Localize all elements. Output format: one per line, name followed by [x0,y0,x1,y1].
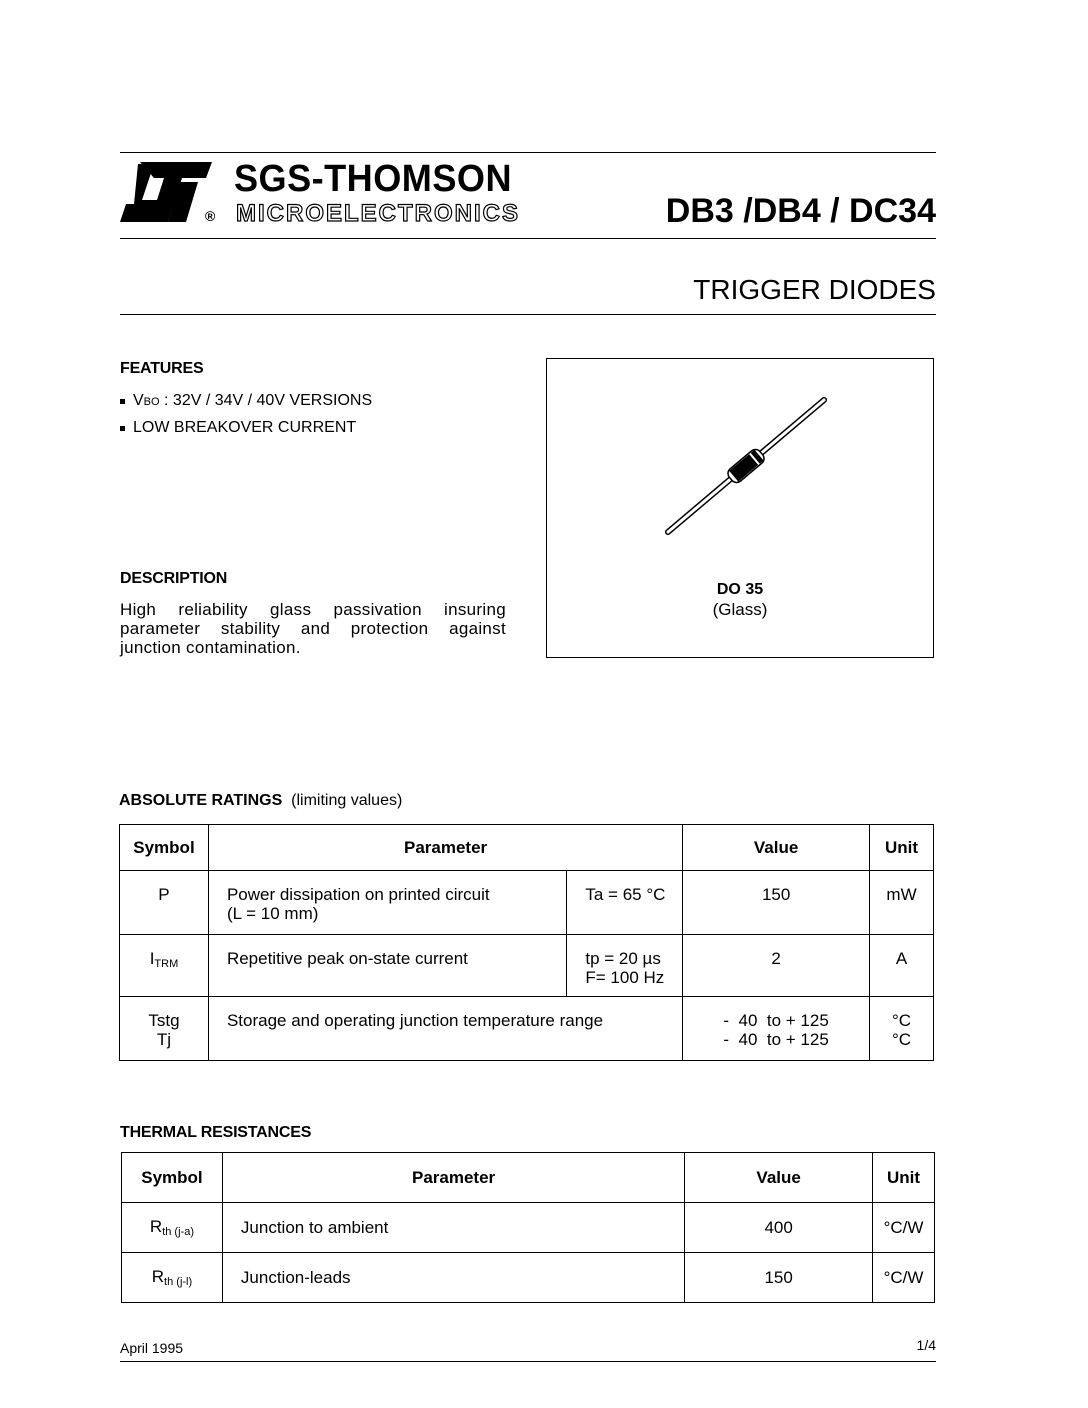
product-subtitle: TRIGGER DIODES [693,274,936,305]
value-cell: - 40 to + 125 - 40 to + 125 [683,997,870,1061]
parameter-cell: Power dissipation on printed circuit (L = 10 mm) [208,871,566,935]
thermal-resistances-table [121,1152,935,1303]
unit-cell: mW [870,871,934,935]
feature-item: V BO : 32V / 34V / 40V VERSIONS [120,388,372,415]
table-header-row [122,1153,935,1203]
footer-rule [120,1361,936,1362]
absolute-ratings-table [119,824,934,1061]
table-row [122,1253,935,1303]
col-header-parameter: Parameter [222,1153,684,1203]
unit-cell: °C/W [873,1203,935,1253]
brand-name: SGS-THOMSON [234,158,512,200]
symbol-cell: $I_{TRM}$ [120,935,209,997]
bullet-icon [120,426,125,431]
diode-package-icon [546,358,934,598]
part-numbers-title: DB3 /DB4 / DC34 [665,192,936,230]
symbol-cell: P [120,871,209,935]
table-row [120,871,934,935]
value-cell: 2 [683,935,870,997]
col-header-value: Value [685,1153,873,1203]
col-header-symbol: Symbol [120,825,209,871]
thermal-resistances-heading: THERMAL RESISTANCES [120,1124,312,1141]
symbol-cell: $R_{th (j-l)}$ [122,1253,223,1303]
col-header-unit: Unit [873,1153,935,1203]
unit-cell: °C/W [873,1253,935,1303]
registered-mark: ® [205,208,216,224]
parameter-cell: Storage and operating junction temperature range [208,997,682,1061]
brand-division: MICROELECTRONICS [236,200,520,227]
col-header-parameter: Parameter [208,825,682,871]
top-rule [120,152,936,153]
value-cell: 400 [685,1203,873,1253]
subtitle-rule [120,314,936,315]
col-header-symbol: Symbol [122,1153,223,1203]
value-cell: 150 [685,1253,873,1303]
col-header-value: Value [683,825,870,871]
package-name: DO 35 [716,581,764,598]
absolute-ratings-heading: ABSOLUTE RATINGS (limiting values) [119,792,403,809]
package-material: (Glass) [712,600,768,619]
table-row [120,997,934,1061]
footer-date: April 1995 [120,1340,184,1356]
col-header-unit: Unit [870,825,934,871]
value-cell: 150 [683,871,870,935]
table-row [122,1203,935,1253]
footer-page-number: 1/4 [916,1337,936,1353]
unit-cell: °C °C [870,997,934,1061]
features-heading: FEATURES [120,360,204,377]
unit-cell: A [870,935,934,997]
parameter-cell: Junction-leads [222,1253,684,1303]
symbol-cell: $R_{th (j-a)}$ [122,1203,223,1253]
table-header-row [120,825,934,871]
description-text: High reliability glass passivation insuring parameter stability and protection against junction contamination. [120,600,506,657]
symbol-cell: Tstg Tj [120,997,209,1061]
parameter-cell: Repetitive peak on-state current [208,935,566,997]
feature-item: LOW BREAKOVER CURRENT [120,415,372,440]
bullet-icon [120,399,125,404]
parameter-cell: Junction to ambient [222,1203,684,1253]
condition-cell: Ta = 65 °C [567,871,683,935]
header-bottom-rule [120,238,936,239]
condition-cell: tp = 20 µs F= 100 Hz [567,935,683,997]
features-list [120,388,372,440]
table-row [120,935,934,997]
description-heading: DESCRIPTION [120,570,228,587]
